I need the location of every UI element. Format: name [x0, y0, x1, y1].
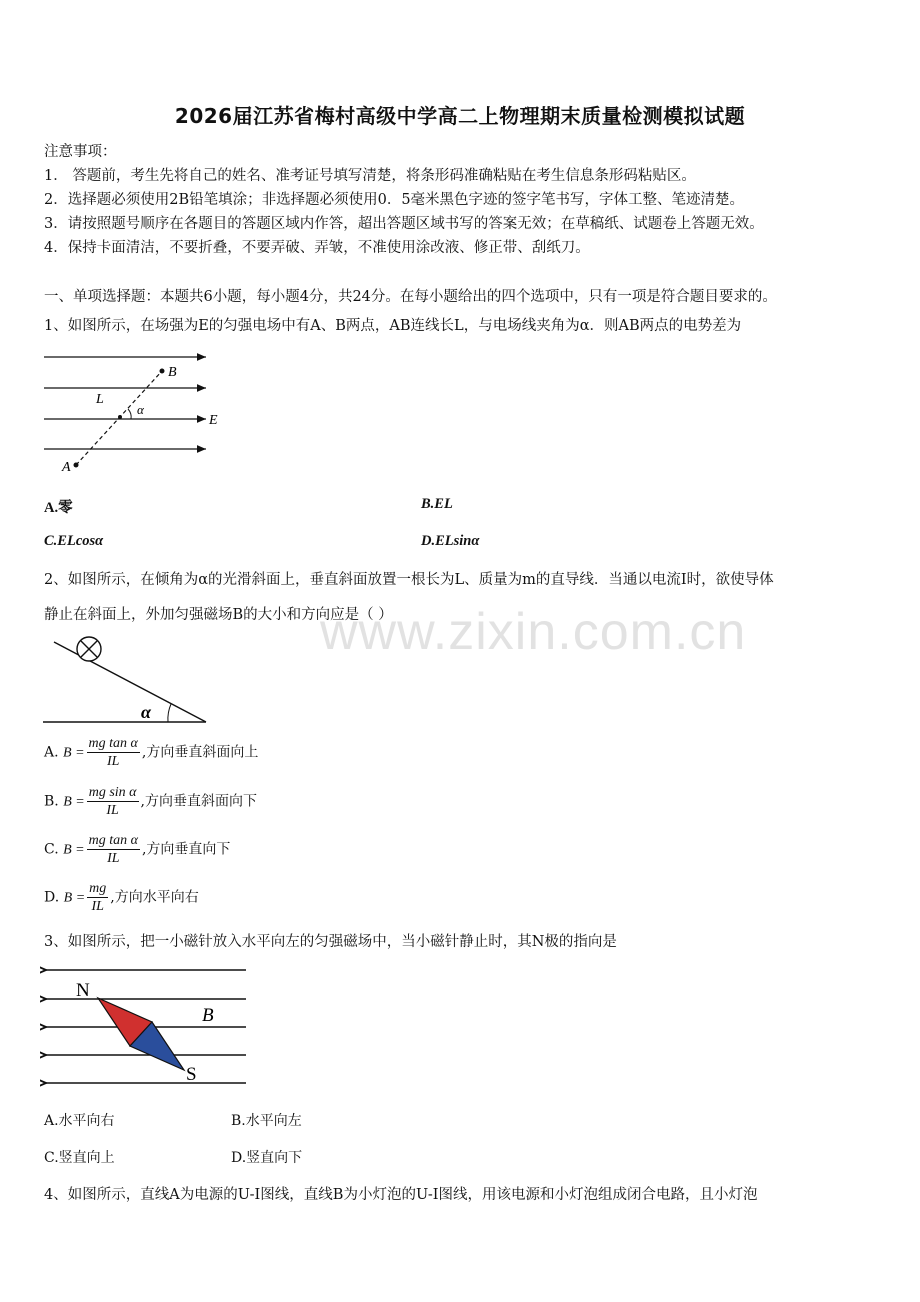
q1-stem: 1、如图所示，在场强为E的匀强电场中有A、B两点，AB连线长L，与电场线夹角为α．则AB两点的电势差为	[44, 318, 742, 334]
option-prefix: B.	[44, 793, 64, 810]
label-b: B	[202, 1005, 214, 1026]
point-a	[74, 463, 79, 468]
q1-option-d[interactable]: D.ELsinα	[421, 533, 480, 549]
q2-stem-line2: 静止在斜面上，外加匀强磁场B的大小和方向应是（ ）	[44, 607, 393, 623]
q3-option-d[interactable]: D.竖直向下	[231, 1150, 303, 1166]
fraction	[87, 832, 140, 867]
option-lhs: B =	[63, 745, 85, 761]
q2-option-c[interactable]	[44, 832, 230, 867]
label-alpha: α	[137, 402, 144, 417]
fraction-denominator: IL	[106, 803, 119, 818]
label-l: L	[96, 392, 104, 407]
notice-heading: 注意事项：	[44, 144, 117, 160]
q1-field-figure	[40, 345, 230, 480]
angle-arc	[128, 409, 131, 419]
option-text: ,方向垂直向下	[141, 841, 231, 858]
fraction-numerator: mg sin α	[88, 785, 137, 800]
fraction-numerator: mg	[89, 881, 107, 896]
label-s: S	[186, 1064, 197, 1085]
label-n: N	[76, 980, 90, 1001]
label-b: B	[168, 365, 177, 380]
q2-option-b[interactable]	[44, 784, 257, 819]
option-lhs: B =	[63, 794, 85, 810]
q1-option-a[interactable]: A.零	[44, 500, 73, 516]
point-b	[160, 369, 165, 374]
section-heading: 一、单项选择题：本题共6小题，每小题4分，共24分。在每小题给出的四个选项中，只有一项是符合题目要求的。	[44, 289, 777, 305]
q2-incline-figure	[40, 632, 215, 727]
q2-option-d[interactable]	[44, 880, 199, 915]
label-alpha: α	[141, 702, 151, 722]
fraction	[87, 784, 139, 819]
notice-item-2: 2．选择题必须使用2B铅笔填涂；非选择题必须使用0．5毫米黑色字迹的签字笔书写，字体工整、笔迹清楚。	[44, 192, 745, 208]
q1-option-c[interactable]: C.ELcosα	[44, 533, 104, 549]
option-text: ,方向垂直斜面向上	[141, 744, 259, 761]
q2-stem-line1: 2、如图所示，在倾角为α的光滑斜面上，垂直斜面放置一根长为L、质量为m的直导线．当通以电流I时，欲使导体	[44, 572, 774, 588]
option-lhs: B =	[63, 842, 85, 858]
page-title: 2026届江苏省梅村高级中学高二上物理期末质量检测模拟试题	[174, 104, 746, 128]
option-prefix: A.	[44, 744, 64, 761]
fraction-denominator: IL	[107, 851, 120, 866]
q2-option-a[interactable]	[44, 735, 258, 770]
q3-stem: 3、如图所示，把一小磁针放入水平向左的匀强磁场中，当小磁针静止时，其N极的指向是	[44, 934, 617, 950]
option-prefix: C.	[44, 841, 64, 858]
angle-arc	[168, 704, 171, 722]
label-a: A	[62, 460, 71, 475]
q3-option-b[interactable]: B.水平向左	[231, 1113, 302, 1129]
q1-option-b[interactable]: B.EL	[421, 496, 453, 512]
notice-item-1: 1． 答题前，考生先将自己的姓名、准考证号填写清楚，将条形码准确粘贴在考生信息条形码粘贴区。	[44, 168, 696, 184]
watermark: www.zixin.com.cn	[320, 603, 747, 661]
incline-line	[54, 642, 206, 722]
q3-option-a[interactable]: A.水平向右	[44, 1113, 115, 1129]
q3-option-c[interactable]: C.竖直向上	[44, 1150, 115, 1166]
fraction	[87, 880, 108, 915]
option-lhs: B =	[63, 890, 86, 906]
q3-compass-figure	[40, 960, 255, 1090]
notice-item-4: 4．保持卡面清洁，不要折叠，不要弄破、弄皱，不准使用涂改液、修正带、刮纸刀。	[44, 240, 590, 256]
option-text: ,方向垂直斜面向下	[140, 793, 257, 810]
option-prefix: D.	[44, 889, 64, 906]
option-text: ,方向水平向右	[110, 889, 199, 906]
fraction-denominator: IL	[106, 754, 120, 769]
fraction-numerator: mg tan α	[88, 736, 138, 751]
fraction-denominator: IL	[91, 899, 104, 914]
label-e: E	[209, 413, 218, 428]
fraction	[87, 735, 140, 770]
q4-stem: 4、如图所示，直线A为电源的U-I图线，直线B为小灯泡的U-I图线，用该电源和小灯泡组成闭合电路，且小灯泡	[44, 1187, 758, 1203]
angle-vertex	[118, 415, 122, 419]
notice-item-3: 3．请按照题号顺序在各题目的答题区域内作答，超出答题区域书写的答案无效；在草稿纸、试题卷上答题无效。	[44, 216, 764, 232]
fraction-numerator: mg tan α	[88, 833, 138, 848]
